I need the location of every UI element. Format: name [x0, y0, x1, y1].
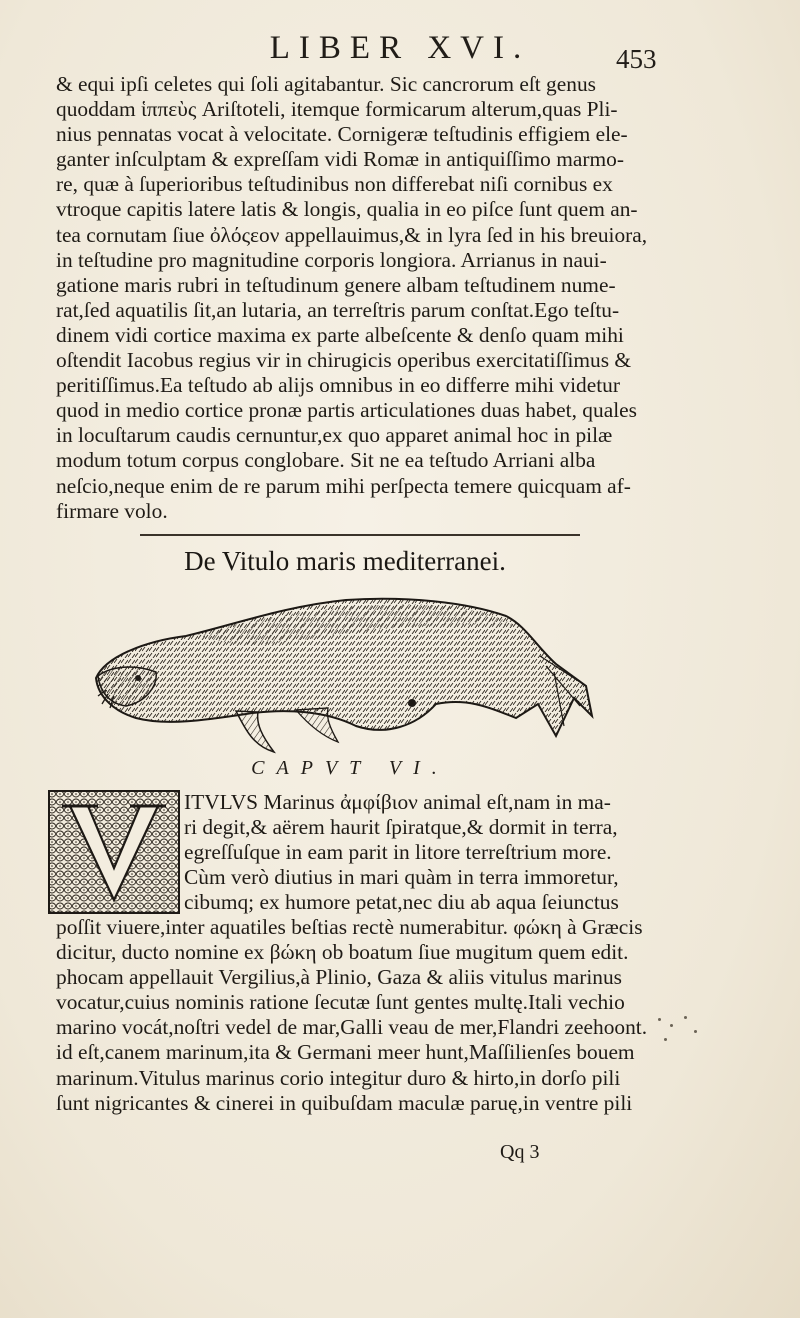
text-line: neſcio,neque enim de re parum mihi perſpecta temere quicquam af- [56, 473, 631, 498]
text-line: Cùm verò diutius in mari quàm in terra immoretur, [184, 865, 619, 890]
text-line: firmare volo. [56, 498, 168, 523]
text-line: phocam appellauit Vergilius,à Plinio, Gaza & aliis vitulus marinus [56, 965, 622, 990]
paragraph-vitulus-names [56, 915, 648, 1116]
chapter-heading: CAPVT VI. [251, 757, 449, 779]
signature-mark: Qq 3 [500, 1141, 540, 1163]
seal-woodcut-engraving [86, 586, 598, 762]
text-line: rat,ſed aquatilis ſit,an lutaria, an terreſtris parum conſtat.Ego teſtu- [56, 297, 620, 322]
text-line: peritiſſimus.Ea teſtudo ab alijs omnibus in eo differre mihi videtur [56, 373, 620, 398]
text-line: id eſt,canem marinum,ita & Germani meer hunt,Maſſilienſes bouem [56, 1040, 635, 1065]
text-line: poſſit viuere,inter aquatiles beſtias rectè numerabitur. φώκη à Græcis [56, 915, 643, 939]
text-line: in teſtudine pro magnitudine corporis longiora. Arrianus in naui- [56, 247, 607, 272]
paragraph-turtles [56, 72, 648, 524]
text-line: ri degit,& aërem haurit ſpiratque,& dormit in terra, [184, 815, 618, 840]
text-line: dinem vidi cortice maxima ex parte albeſcente & denſo quam mihi [56, 322, 624, 347]
text-line: egreſſuſque in eam parit in litore terreſtrium more. [184, 840, 612, 865]
text-line: ganter inſculptam & expreſſam vidi Romæ in antiquiſſimo marmo- [56, 147, 624, 172]
decorated-initial-V [48, 790, 180, 914]
page-number: 453 [616, 44, 657, 74]
text-line: gatione maris rubri in teſtudinum genere albam teſtudinem nume- [56, 272, 616, 297]
text-line: oſtendit Iacobus regius vir in chirugicis operibus exercitatiſſimus & [56, 348, 632, 373]
running-head: LIBER XVI. [269, 30, 531, 66]
text-line: dicitur, ducto nomine ex βώκη ob boatum ſiue mugitum quem edit. [56, 940, 629, 965]
text-line: vtroque capitis latere latis & longis, qualia in eo piſce ſunt quem an- [56, 197, 638, 222]
paragraph-vitulus-intro [184, 790, 644, 915]
section-title: De Vitulo maris mediterranei. [184, 546, 506, 576]
text-line: in locuſtarum caudis cernuntur,ex quo apparet animal hoc in pilæ [56, 423, 613, 448]
text-line: quoddam ἱππεὺς Ariſtoteli, itemque formicarum alterum,quas Pli- [56, 97, 618, 122]
margin-speckles [650, 1012, 710, 1052]
text-line: modum totum corpus conglobare. Sit ne ea teſtudo Arriani alba [56, 448, 596, 473]
section-divider [140, 534, 580, 536]
text-line: & equi ipſi celetes qui ſoli agitabantur. Sic cancrorum eſt genus [56, 72, 596, 96]
text-line: quod in medio cortice pronæ partis articulationes duas habet, quales [56, 398, 637, 423]
text-line: ITVLVS Marinus ἀμφίβιον animal eſt,nam in ma- [184, 790, 611, 814]
text-line: ſunt nigricantes & cinerei in quibuſdam maculæ paruę,in ventre pili [56, 1090, 633, 1115]
text-line: tea cornutam ſiue ὀλόςεον appellauimus,& in lyra ſed in his breuiora, [56, 222, 648, 247]
text-line: vocatur,cuius nominis ratione ſecutæ ſunt gentes multę.Itali vechio [56, 990, 625, 1015]
text-line: marinum.Vitulus marinus corio integitur duro & hirto,in dorſo pili [56, 1065, 621, 1090]
text-line: marino vocát,noſtri vedel de mar,Galli veau de mer,Flandri zeehoont. [56, 1015, 648, 1040]
text-line: cibumq; ex humore petat,nec diu ab aqua ſeiunctus [184, 890, 619, 915]
text-line: re, quæ à ſuperioribus teſtudinibus non differebat niſi cornibus ex [56, 172, 613, 197]
text-line: nius pennatas vocat à velocitate. Cornigeræ teſtudinis effigiem ele- [56, 122, 628, 147]
